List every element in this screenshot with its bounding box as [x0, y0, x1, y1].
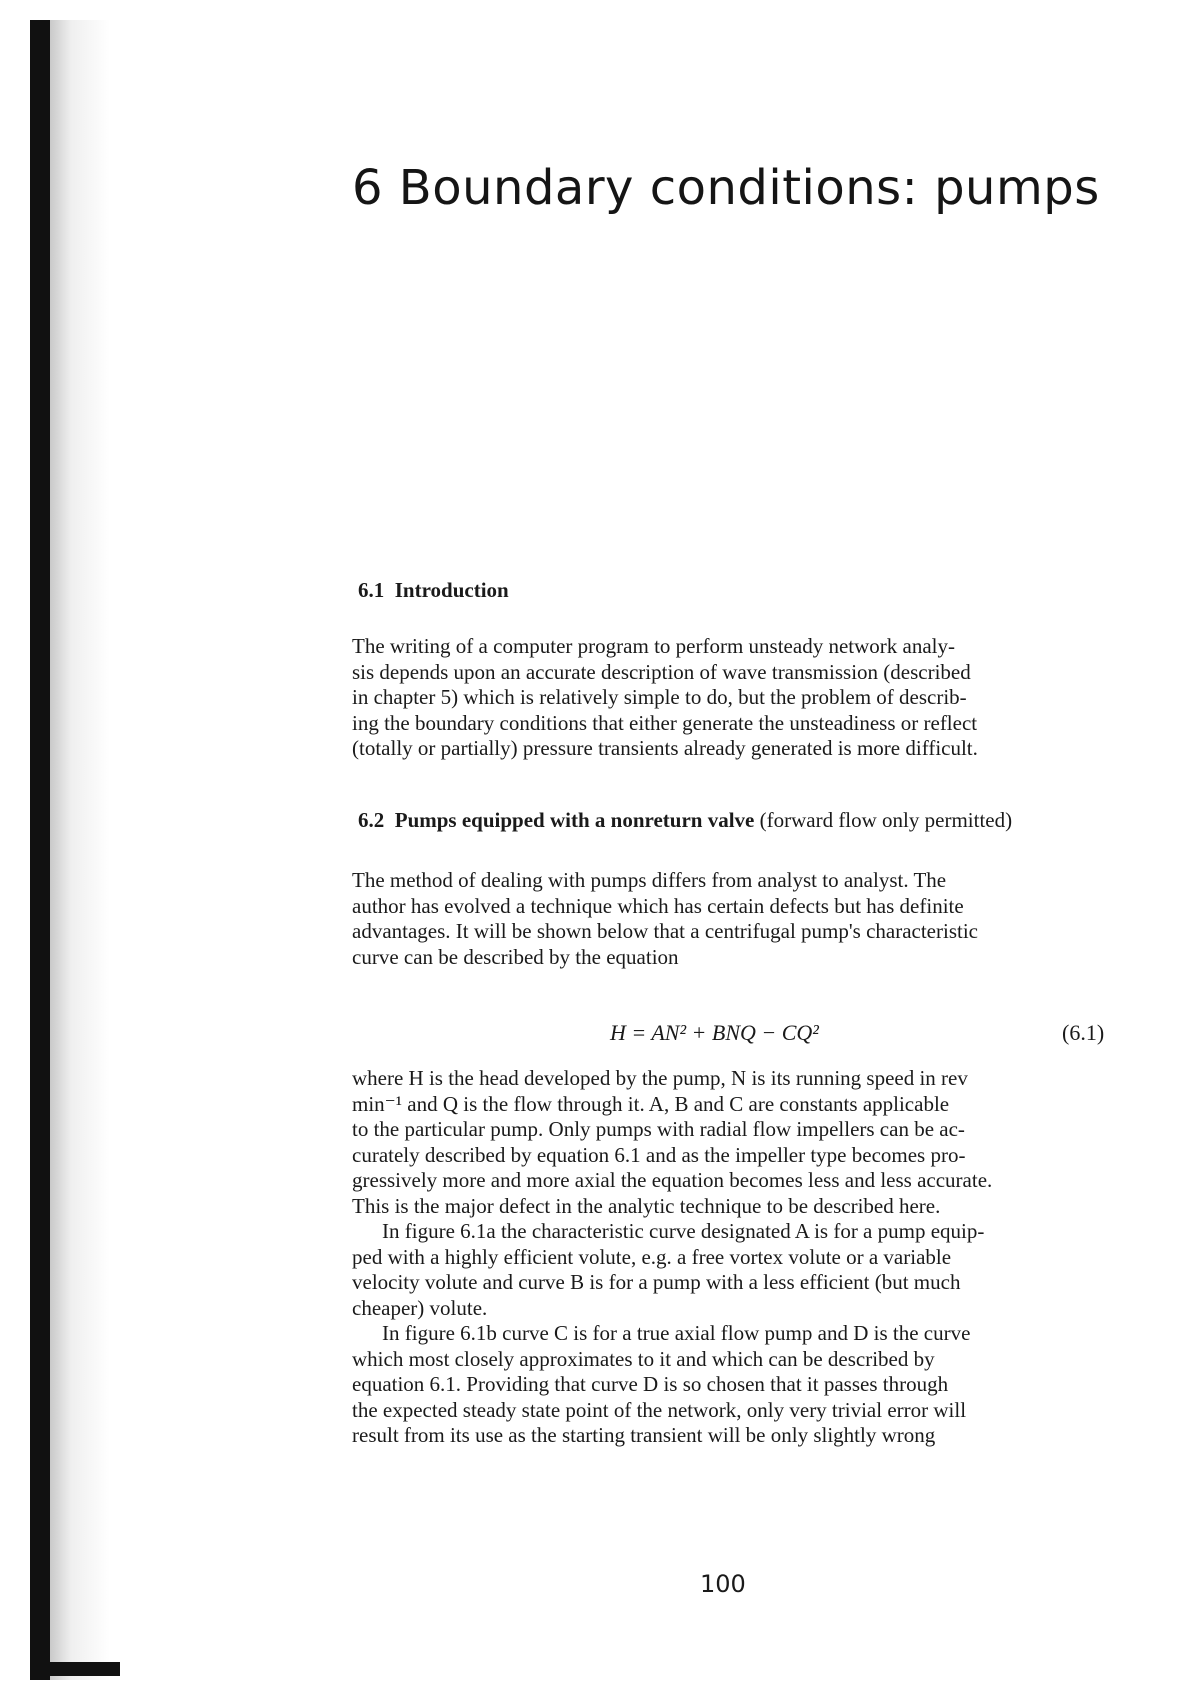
text-line: curately described by equation 6.1 and as the impeller type becomes pro- [352, 1142, 966, 1167]
text-line: in chapter 5) which is relatively simple to do, but the problem of describ- [352, 685, 967, 709]
book-spine-foot [30, 1662, 120, 1676]
gutter-shading [50, 20, 110, 1680]
section-number: 6.2 [358, 808, 385, 832]
text-line: where H is the head developed by the pump, N is its running speed in rev [352, 1066, 968, 1090]
text-line: advantages. It will be shown below that a centrifugal pump's characteristic [352, 919, 978, 943]
text-line: The writing of a computer program to perform unsteady network analy- [352, 634, 955, 658]
text-line: ing the boundary conditions that either generate the unsteadiness or reflect [352, 710, 978, 735]
intro-paragraph [352, 634, 1122, 762]
pump-characteristic-equation: H = AN² + BNQ − CQ² [610, 1020, 819, 1045]
page-number: 100 [700, 1570, 746, 1598]
text-line: author has evolved a technique which has certain defects but has definite [352, 893, 964, 918]
section-title: Introduction [394, 578, 509, 602]
text-line: This is the major defect in the analytic technique to be described here. [352, 1193, 941, 1218]
chapter-title: 6 Boundary conditions: pumps [352, 160, 1100, 216]
pumps-paragraph-intro [352, 868, 1122, 970]
text-line: equation 6.1. Providing that curve D is so chosen that it passes through [352, 1372, 949, 1396]
section-qualifier: (forward flow only permitted) [759, 808, 1013, 832]
text-line: ped with a highly efficient volute, e.g. a free vortex volute or a variable [352, 1244, 952, 1269]
text-line: (totally or partially) pressure transients already generated is more difficult. [352, 736, 978, 760]
text-line: velocity volute and curve B is for a pump with a less efficient (but much [352, 1270, 961, 1294]
text-line: curve can be described by the equation [352, 944, 679, 969]
section-number: 6.1 [358, 578, 385, 602]
text-line: which most closely approximates to it and which can be described by [352, 1346, 935, 1371]
section-heading-6-2 [358, 808, 1012, 833]
text-line: In figure 6.1b curve C is for a true axial flow pump and D is the curve [382, 1321, 971, 1345]
section-heading-6-1 [358, 578, 509, 603]
text-line: result from its use as the starting transient will be only slightly wrong [352, 1423, 936, 1447]
text-line: the expected steady state point of the network, only very trivial error will [352, 1397, 967, 1422]
text-line: The method of dealing with pumps differs from analyst to analyst. The [352, 868, 947, 892]
text-line: In figure 6.1a the characteristic curve designated A is for a pump equip- [382, 1219, 985, 1243]
equation-number: (6.1) [1062, 1020, 1105, 1045]
text-line: gressively more and more axial the equation becomes less and less accurate. [352, 1168, 993, 1192]
book-spine-shadow [30, 20, 50, 1680]
text-line: sis depends upon an accurate description of wave transmission (described [352, 659, 971, 684]
text-line: to the particular pump. Only pumps with radial flow impellers can be ac- [352, 1117, 965, 1141]
text-line: cheaper) volute. [352, 1295, 488, 1320]
section-title: Pumps equipped with a nonreturn valve [394, 808, 755, 832]
text-line: min⁻¹ and Q is the flow through it. A, B and C are constants applicable [352, 1091, 950, 1116]
pumps-paragraph-definitions [352, 1066, 1122, 1449]
